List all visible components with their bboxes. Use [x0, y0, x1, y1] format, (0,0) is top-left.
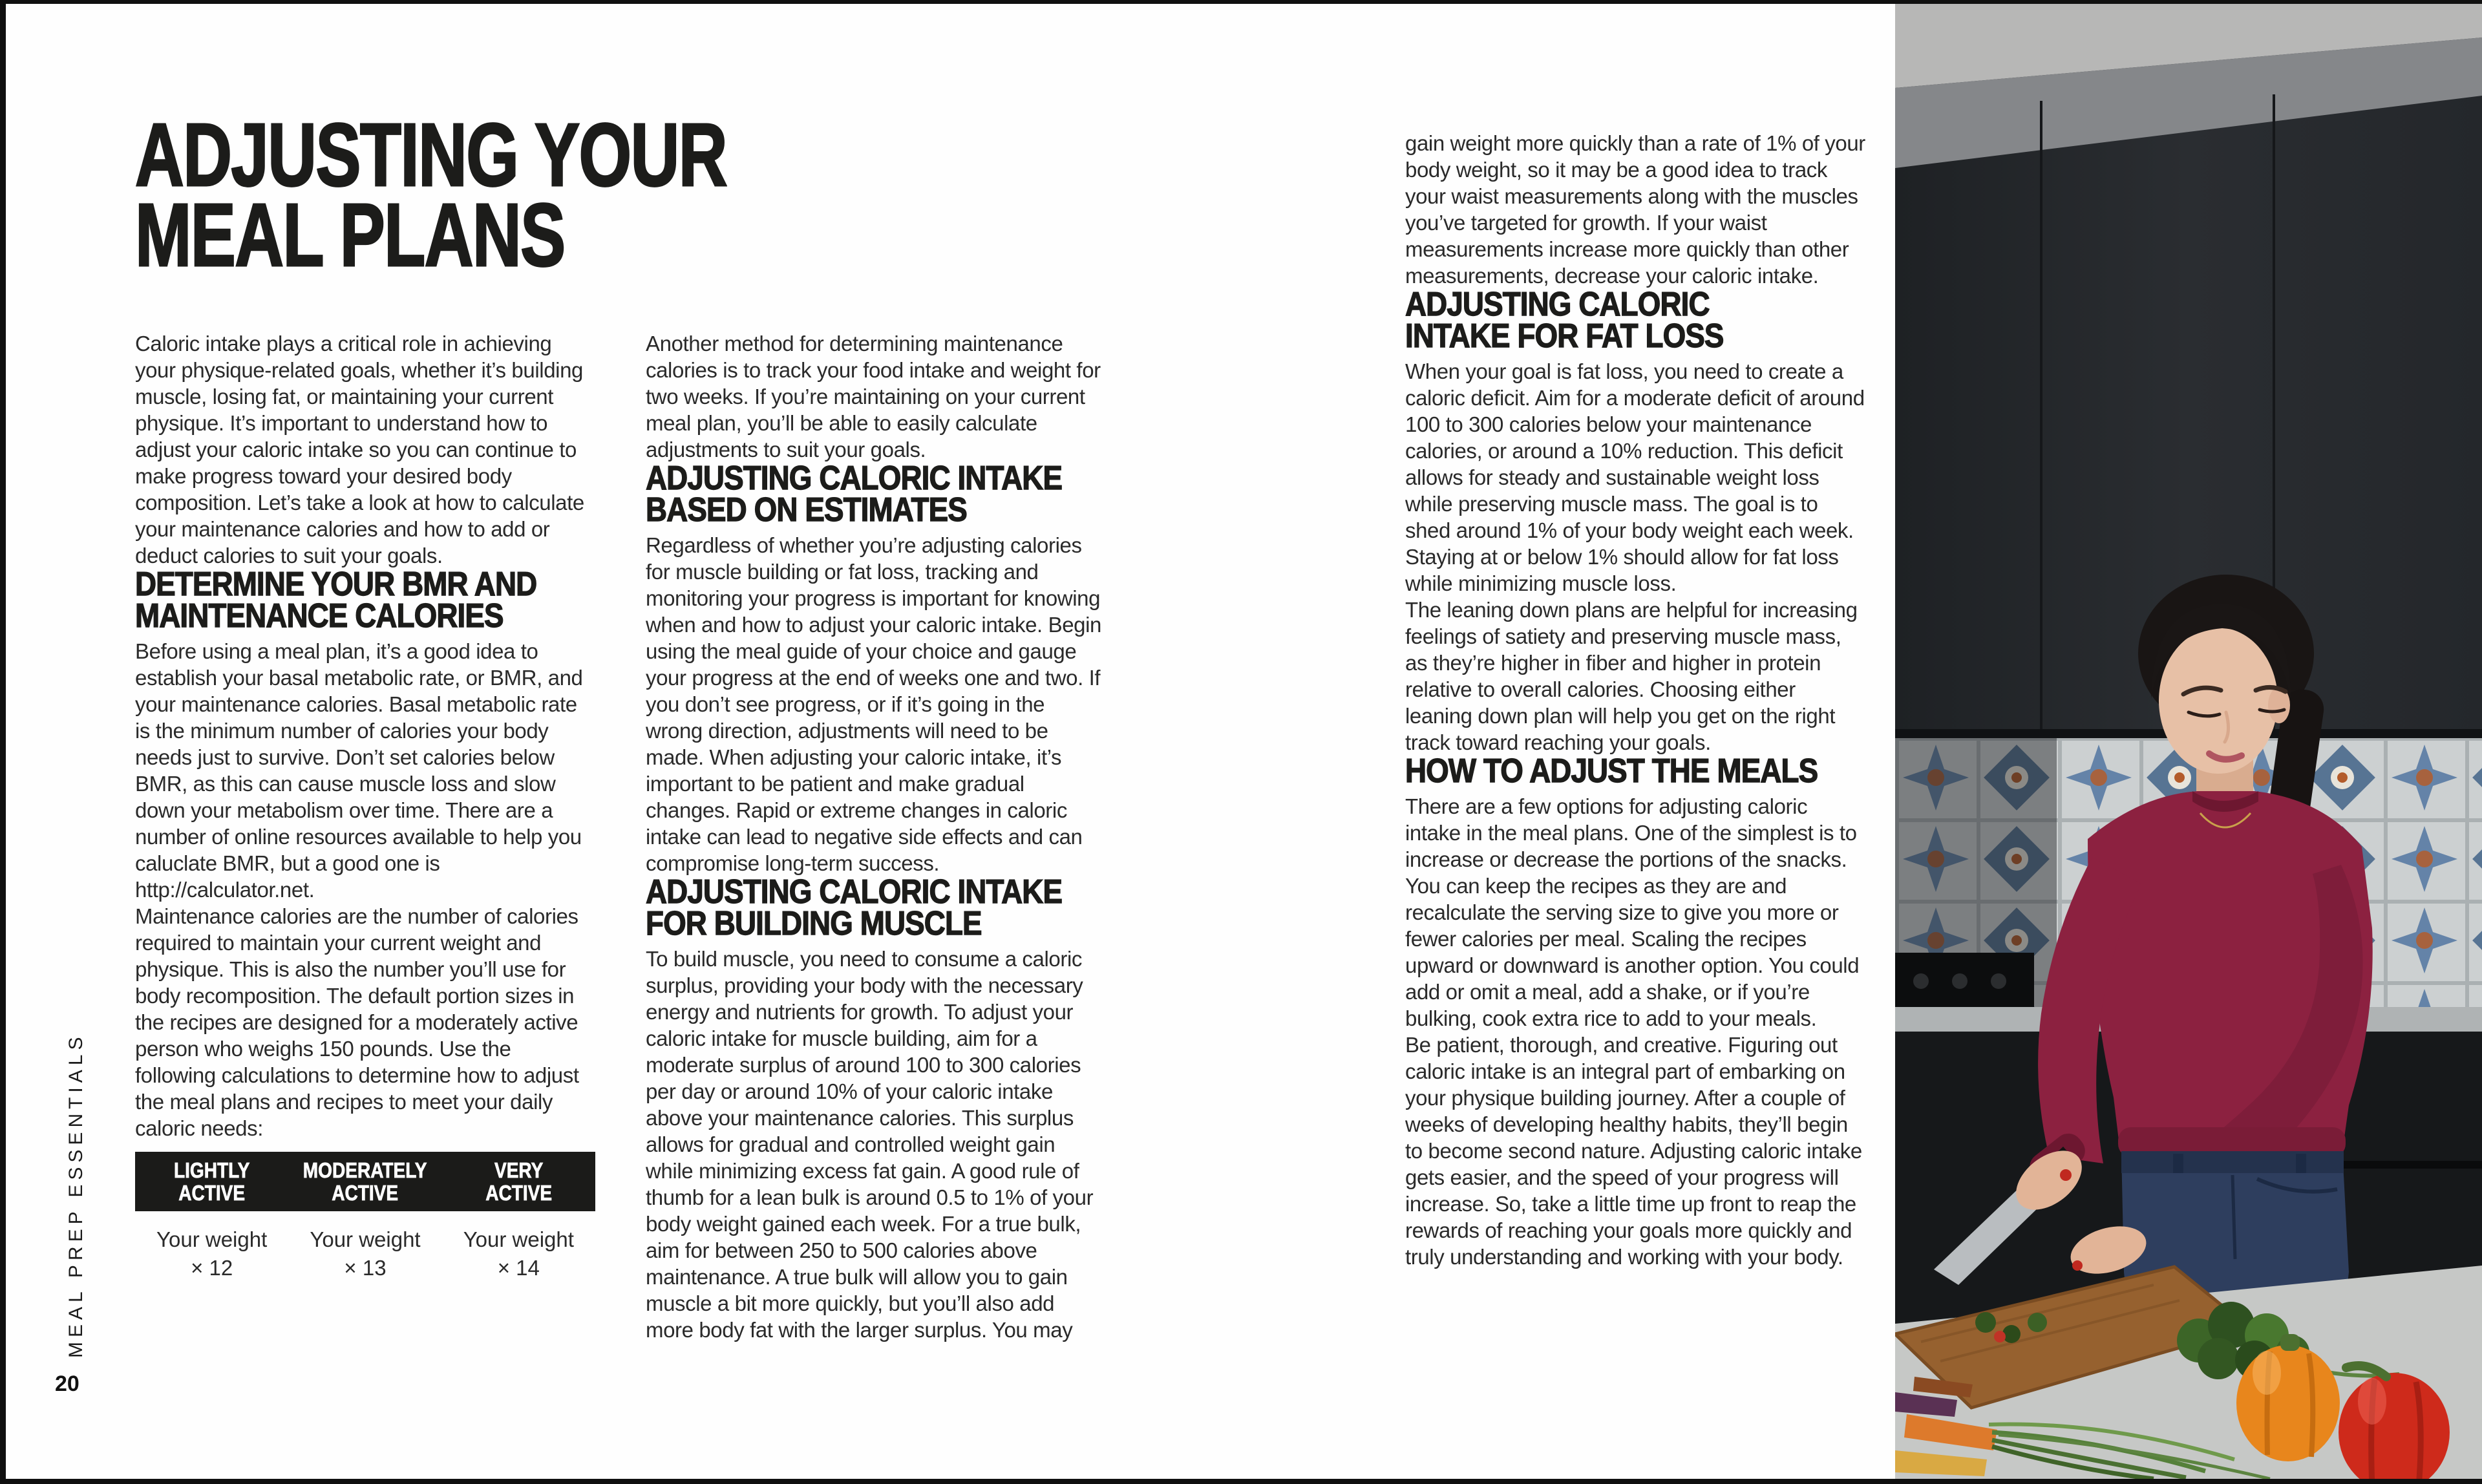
- paragraph-waist: gain weight more quickly than a rate of 1% of your body weight, so it may be a good idea to track your waist measurements along with the muscles you’ve targeted for growth. If your waist measurements increase more quickly than other measurements, decrease your caloric intake.: [1405, 131, 1865, 288]
- section-heading-bmr: DETERMINE YOUR BMR AND MAINTENANCE CALORIES: [135, 566, 537, 635]
- table-header-moderately-active: MODERATELY ACTIVE: [303, 1158, 427, 1205]
- text-column-1: [135, 330, 595, 1281]
- table-header-lightly-active: LIGHTLY ACTIVE: [173, 1158, 250, 1205]
- paragraph-adjust-meals: There are a few options for adjusting caloric intake in the meal plans. One of the simplest is to increase or decrease the portions of the snacks. You can keep the recipes as they are and recalculate the serving size to give you more or fewer calories per meal. Scaling the recipes upward or downward is another option. You could add or omit a meal, add a shake, or if you’re bulking, cook extra rice to add to your meals.: [1405, 794, 1860, 1030]
- table-value-row: [135, 1227, 595, 1281]
- paragraph-maintenance: Maintenance calories are the number of calories required to maintain your current weight and physique. This is also the number you’ll use for body recomposition. The default portion sizes in the recipes are designed for a moderately active person who weighs 150 pounds. Use the following calculations to determine how to adjust the meal plans and recipes to meet your daily caloric needs:: [135, 904, 579, 1140]
- page-title-line: MEAL PLANS: [135, 186, 565, 285]
- section-heading-adjust-meals: HOW TO ADJUST THE MEALS: [1405, 752, 1818, 790]
- paragraph-leaning-down: The leaning down plans are helpful for increasing feelings of satiety and preserving muscle mass, as they’re higher in fiber and higher in protein relative to overall calories. Choosing either leaning down plan will help you get on the right track toward reaching your goals.: [1405, 598, 1858, 754]
- text-column-3: [1405, 130, 1865, 1270]
- paragraph-fat-loss: When your goal is fat loss, you need to create a caloric deficit. Aim for a moderate deficit of around 100 to 300 calories below your maintenance calories, or around a 10% reduction. This deficit allows for steady and sustainable weight loss while preserving muscle mass. The goal is to shed around 1% of your body weight each week. Staying at or below 1% should allow for fat loss while minimizing muscle loss.: [1405, 359, 1865, 595]
- section-heading-estimates: ADJUSTING CALORIC INTAKE BASED ON ESTIMATES: [646, 460, 1063, 529]
- text-column-2: [646, 330, 1106, 1343]
- photo-woman-cooking: [1895, 4, 2482, 1479]
- page-title-line: ADJUSTING YOUR: [135, 105, 727, 205]
- section-heading-fat-loss: ADJUSTING CALORIC INTAKE FOR FAT LOSS: [1405, 286, 1724, 355]
- table-header-very-active: VERY ACTIVE: [485, 1158, 552, 1205]
- paragraph-building-muscle: To build muscle, you need to consume a caloric surplus, providing your body with the necessary energy and nutrients for growth. To adjust your caloric intake for muscle building, aim for a moderate surplus of around 100 to 300 calories per day or around 10% of your caloric intake above your maintenance calories. This surplus allows for gradual and controlled weight gain while minimizing excess fat gain. A good rule of thumb for a lean bulk is around 0.5 to 1% of your body weight gained each week. For a true bulk, aim for between 250 to 500 calories above maintenance. A true bulk will allow you to gain muscle a bit more quickly, but you’ll also add more body fat with the larger surplus. You may: [646, 947, 1094, 1342]
- calorie-multiplier-table: [135, 1152, 595, 1281]
- paragraph-intro: Caloric intake plays a critical role in achieving your physique-related goals, whether it’s building muscle, losing fat, or maintaining your current physique. It’s important to understand how to adjust your caloric intake so you can continue to make progress toward your desired body composition. Let’s take a look at how to calculate your maintenance calories and how to add or deduct calories to suit your goals.: [135, 332, 584, 567]
- table-cell-lightly: Your weight × 12: [156, 1227, 268, 1280]
- sidebar-chapter-label: MEAL PREP ESSENTIALS: [65, 1032, 87, 1358]
- paragraph-be-patient: Be patient, thorough, and creative. Figuring out caloric intake is an integral part of embarking on your physique building journey. After a couple of weeks of developing healthy habits, they’ll begin to become second nature. Adjusting caloric intake gets easier, and the speed of your progress will increase. So, take a little time up front to reap the rewards of reaching your goals more quickly and truly understanding and working with your body.: [1405, 1033, 1862, 1269]
- table-cell-moderately: Your weight × 13: [310, 1227, 421, 1280]
- page-title: [135, 105, 727, 285]
- section-heading-building-muscle: ADJUSTING CALORIC INTAKE FOR BUILDING MUSCLE: [646, 873, 1063, 942]
- page-number: 20: [55, 1372, 80, 1396]
- paragraph-tracking-method: Another method for determining maintenance calories is to track your food intake and weight for two weeks. If you’re maintaining on your current meal plan, you’ll be able to easily calculate adjustments to suit your goals.: [646, 332, 1101, 461]
- table-header-row: [135, 1152, 595, 1211]
- gas-stove: [1895, 953, 2034, 1010]
- paragraph-estimates: Regardless of whether you’re adjusting calories for muscle building or fat loss, tracking and monitoring your progress is important for knowing when and how to adjust your caloric intake. Begin using the meal guide of your choice and gauge your progress at the end of weeks one and two. If you don’t see progress, or if it’s going in the wrong direction, adjustments will need to be made. When adjusting your caloric intake, it’s important to be patient and make gradual changes. Rapid or extreme changes in caloric intake can lead to negative side effects and can compromise long-term success.: [646, 533, 1101, 875]
- paragraph-bmr: Before using a meal plan, it’s a good idea to establish your basal metabolic rate, or BMR, and your maintenance calories. Basal metabolic rate is the minimum number of calories your body needs just to survive. Don’t set calories below BMR, as this can cause muscle loss and slow down your metabolism over time. There are a number of online resources available to help you caluclate BMR, but a good one is http://calculator.net.: [135, 639, 583, 902]
- table-cell-very: Your weight × 14: [463, 1227, 574, 1280]
